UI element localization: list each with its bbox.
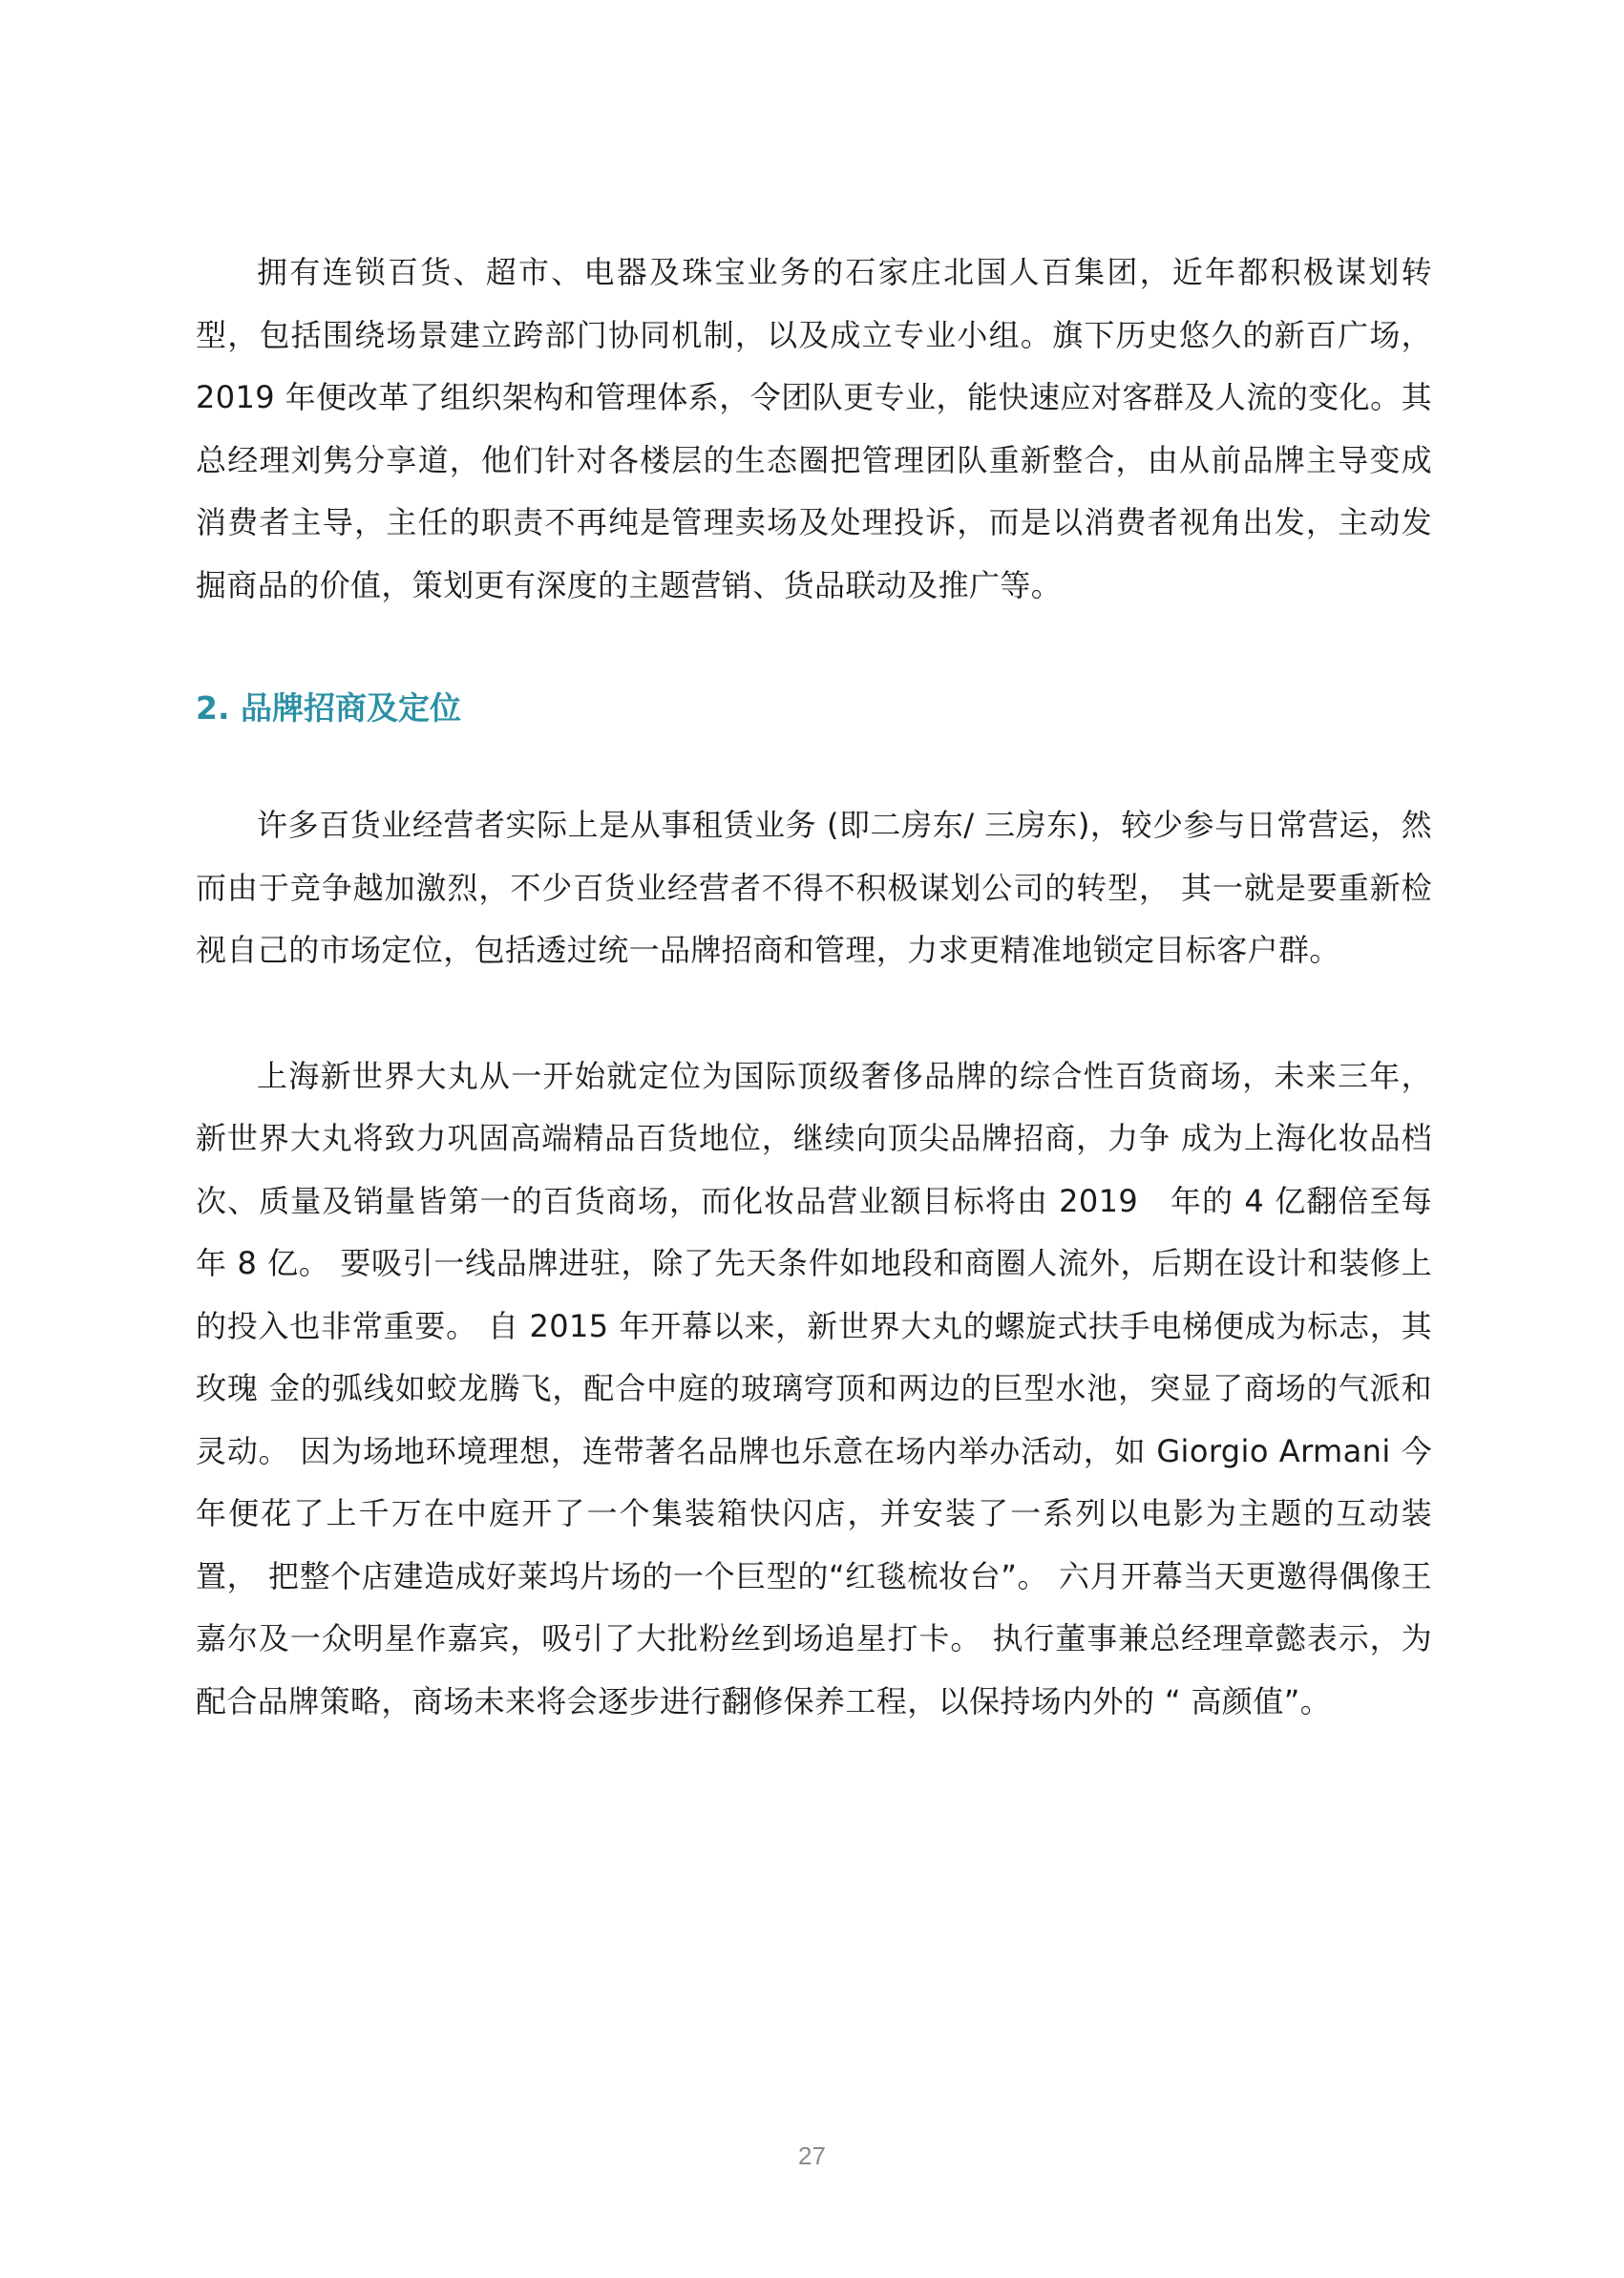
page-content [196, 242, 1432, 1733]
paragraph-beiguo-transformation: 拥有连锁百货、超市、电器及珠宝业务的石家庄北国人百集团，近年都积极谋划转型，包括围绕场景建立跨部门协同机制，以及成立专业小组。旗下历史悠久的新百广场，2019 年便改革了组织架构和管理体系，令团队更专业，能快速应对客群及人流的变化。其总经理刘隽分享道，他们针对各楼层的生态圈把管理团队重新整合，由从前品牌主导变成消费者主导，主任的职责不再纯是管理卖场及处理投诉，而是以消费者视角出发，主动发掘商品的价值，策划更有深度的主题营销、货品联动及推广等。 [196, 254, 1432, 603]
page-number: 27 [798, 2141, 826, 2170]
paragraph-department-store-leasing: 许多百货业经营者实际上是从事租赁业务 (即二房东/ 三房东)，较少参与日常营运，然而由于竞争越加激烈，不少百货业经营者不得不积极谋划公司的转型， 其一就是要重新检视自己的市场定位，包括透过统一品牌招商和管理，力求更精准地锁定目标客户群。 [196, 807, 1432, 968]
section-heading-brand-positioning: 2. 品牌招商及定位 [196, 689, 461, 727]
paragraph-new-world-daimaru: 上海新世界大丸从一开始就定位为国际顶级奢侈品牌的综合性百货商场，未来三年，新世界大丸将致力巩固高端精品百货地位，继续向顶尖品牌招商，力争 成为上海化妆品档次、质量及销量皆第一的百货商场，而化妆品营业额目标将由 2019 年的 4 亿翻倍至每年 8 亿。 要吸引一线品牌进驻，除了先天条件如地段和商圈人流外，后期在设计和装修上的投入也非常重要。 自 2015 年开幕以来，新世界大丸的螺旋式扶手电梯便成为标志，其玫瑰 金的弧线如蛟龙腾飞，配合中庭的玻璃穹顶和两边的巨型水池，突显了商场的气派和灵动。 因为场地环境理想，连带著名品牌也乐意在场内举办活动，如 Giorgio Armani 今年便花了上千万在中庭开了一个集装箱快闪店，并安装了一系列以电影为主题的互动装置， 把整个店建造成好莱坞片场的一个巨型的“红毯梳妆台”。 六月开幕当天更邀得偶像王嘉尔及一众明星作嘉宾，吸引了大批粉丝到场追星打卡。 执行董事兼总经理章懿表示，为配合品牌策略，商场未来将会逐步进行翻修保养工程，以保持场内外的 “ 高颜值”。 [196, 1057, 1432, 1719]
